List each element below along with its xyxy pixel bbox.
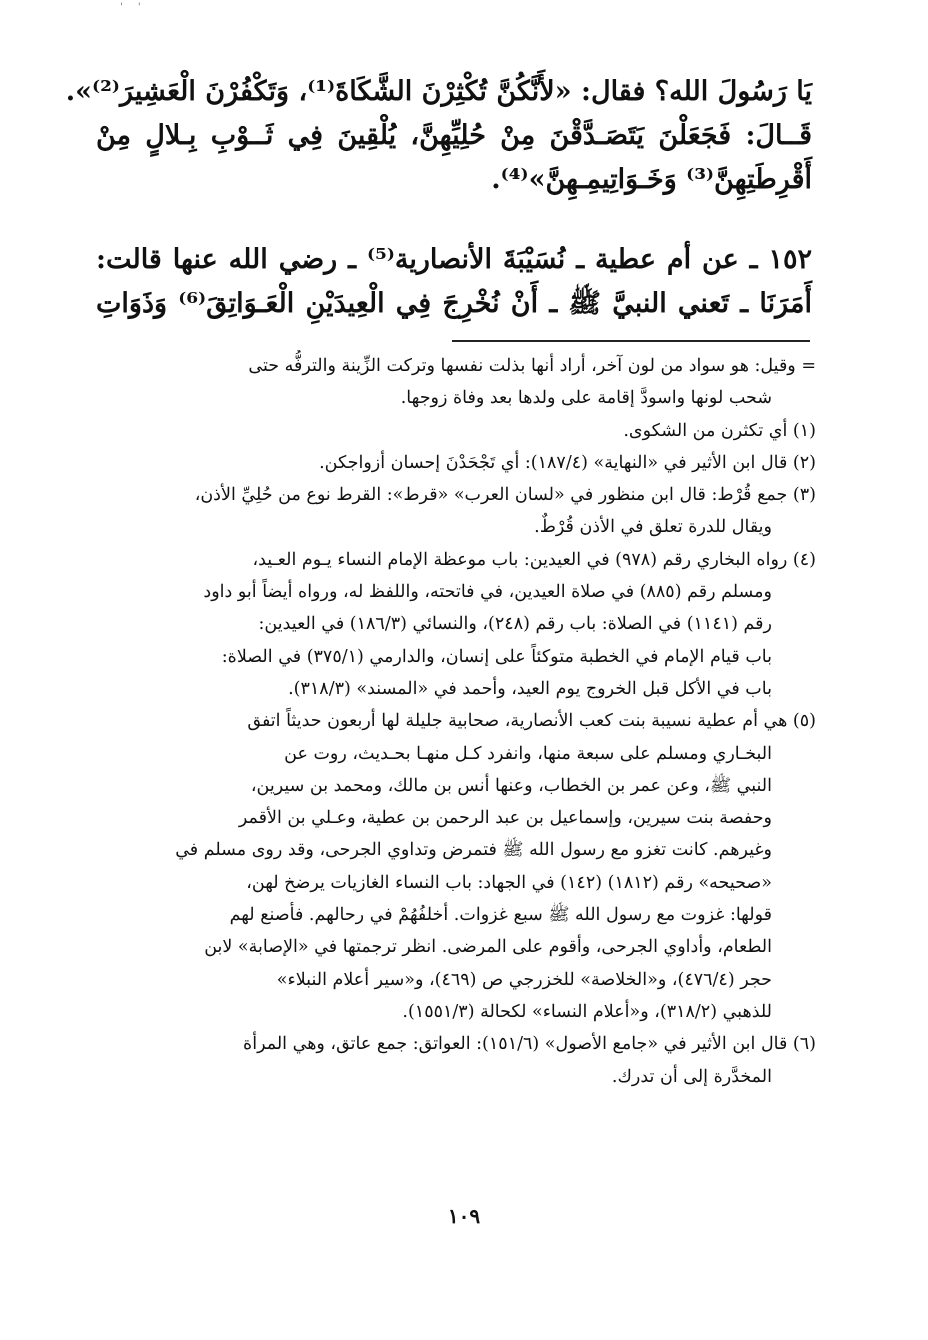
footnote-line: للذهبي (٣١٨/٢)، و«أعلام النساء» لكحالة (١٥٥١/٣). xyxy=(402,1001,772,1022)
footnotes-section xyxy=(96,350,816,1093)
hadith-continuation-text xyxy=(65,70,812,202)
page-number: ١٠٩ xyxy=(447,1204,481,1228)
footnote-line: ومسلم رقم (٨٨٥) في صلاة العيدين، في فاتحته، واللفظ له، ورواه أيضاً أبو داود xyxy=(203,582,772,603)
footnote-line: البخـاري ومسلم على سبعة منها، وانفرد كـل منهـا بحـديث، روت عن xyxy=(284,743,772,764)
hadith-line: قَــالَ: فَجَعَلْنَ يَتَصَـدَّقْنَ مِنْ حُلِيِّهِنَّ، يُلْقِينَ فِي ثَــوْبِ بِـلالٍ مِنْ xyxy=(96,120,812,151)
hadith-152-text xyxy=(96,238,812,326)
hadith-line: أَقْرِطَتِهِنَّ⁽³⁾ وَخَـوَاتِيمِـهِنَّ»⁽⁴⁾. xyxy=(491,164,812,195)
footnote-separator xyxy=(452,340,810,342)
footnote-line: باب في الأكل قبل الخروج يوم العيد، وأحمد في «المسند» (٣١٨/٣). xyxy=(288,678,772,699)
footnote-line: (٤) رواه البخاري رقم (٩٧٨) في العيدين: باب موعظة الإمام النساء يـوم العـيد، xyxy=(252,549,816,570)
footnote-line: النبي ﷺ، وعن عمر بن الخطاب، وعنها أنس بن مالك، ومحمد بن سيرين، xyxy=(250,775,772,796)
footnote-line: الطعام، وأداوي الجرحى، وأقوم على المرضى. انظر ترجمتها في «الإصابة» لابن xyxy=(204,937,772,958)
footnote-line: (٣) جمع قُرْط: قال ابن منظور في «لسان العرب» «قرط»: القرط نوع من حُلِيِّ الأذن، xyxy=(194,485,816,506)
footnote-line: = وقيل: هو سواد من لون آخر، أراد أنها بذلت نفسها وتركت الزِّينة والترفُّه حتى xyxy=(248,356,816,376)
footnote-line: حجر (٤٧٦/٤)، و«الخلاصة» للخزرجي ص (٤٦٩)، و«سير أعلام النبلاء» xyxy=(276,969,772,990)
footnote-line: شحب لونها واسودَّ إقامة على ولدها بعد وفاة زوجها. xyxy=(400,388,772,409)
footnote-line: «صحيحه» رقم (١٨١٢) (١٤٢) في الجهاد: باب النساء الغازيات يرضخ لهن، xyxy=(246,872,772,893)
hadith-line: أَمَرَنَا ـ تَعني النبيَّ ﷺ ـ أَنْ نُخْرِجَ فِي الْعِيدَيْنِ الْعَـوَاتِقَ⁽⁶⁾ وَذَوَاتِ xyxy=(96,288,812,319)
footnote-line: قولها: غزوت مع رسول الله ﷺ سبع غزوات. أخلفُهُمْ في رحالهم. فأصنع لهم xyxy=(229,905,772,926)
footnote-line: ويقال للدرة تعلق في الأذن قُرْطٌ. xyxy=(534,517,772,538)
footnote-line: وحفصة بنت سيرين، وإسماعيل بن عبد الرحمن بن عطية، وعـلي بن الأقمر xyxy=(238,808,772,829)
footnote-line: (٢) قال ابن الأثير في «النهاية» (١٨٧/٤): أي تَجْحَدْنَ إحسان أزواجكن. xyxy=(319,452,816,473)
footnote-line: رقم (١١٤١) في الصلاة: باب رقم (٢٤٨)، والنسائي (١٨٦/٣) في العيدين: xyxy=(258,614,772,635)
footnote-line: (١) أي تكثرن من الشكوى. xyxy=(623,420,816,441)
footnote-line: (٦) قال ابن الأثير في «جامع الأصول» (١٥١/٦): العواتق: جمع عاتق، وهي المرأة xyxy=(243,1034,816,1055)
scan-speck: ' ' xyxy=(120,2,147,13)
footnote-line: المخدَّرة إلى أن تدرك. xyxy=(611,1066,772,1087)
hadith-line: يَا رَسُولَ الله؟ فقال: «لأَنَّكُنَّ تُكْثِرْنَ الشَّكَاةَ⁽¹⁾، وَتَكْفُرْنَ الْعَشِيرَ⁽²⁾». xyxy=(65,76,812,107)
footnote-line: باب قيام الإمام في الخطبة متوكئاً على إنسان، والدارمي (٣٧٥/١) في الصلاة: xyxy=(221,646,772,667)
footnote-line: وغيرهم. كانت تغزو مع رسول الله ﷺ فتمرض وتداوي الجرحى، وقد روى مسلم في xyxy=(175,840,772,861)
hadith-line: ١٥٢ ـ عن أم عطية ـ نُسَيْبَةَ الأنصارية⁽⁵⁾ ـ رضي الله عنها قالت: xyxy=(96,244,812,275)
footnote-line: (٥) هي أم عطية نسيبة بنت كعب الأنصارية، صحابية جليلة لها أربعون حديثاً اتفق xyxy=(247,711,816,732)
